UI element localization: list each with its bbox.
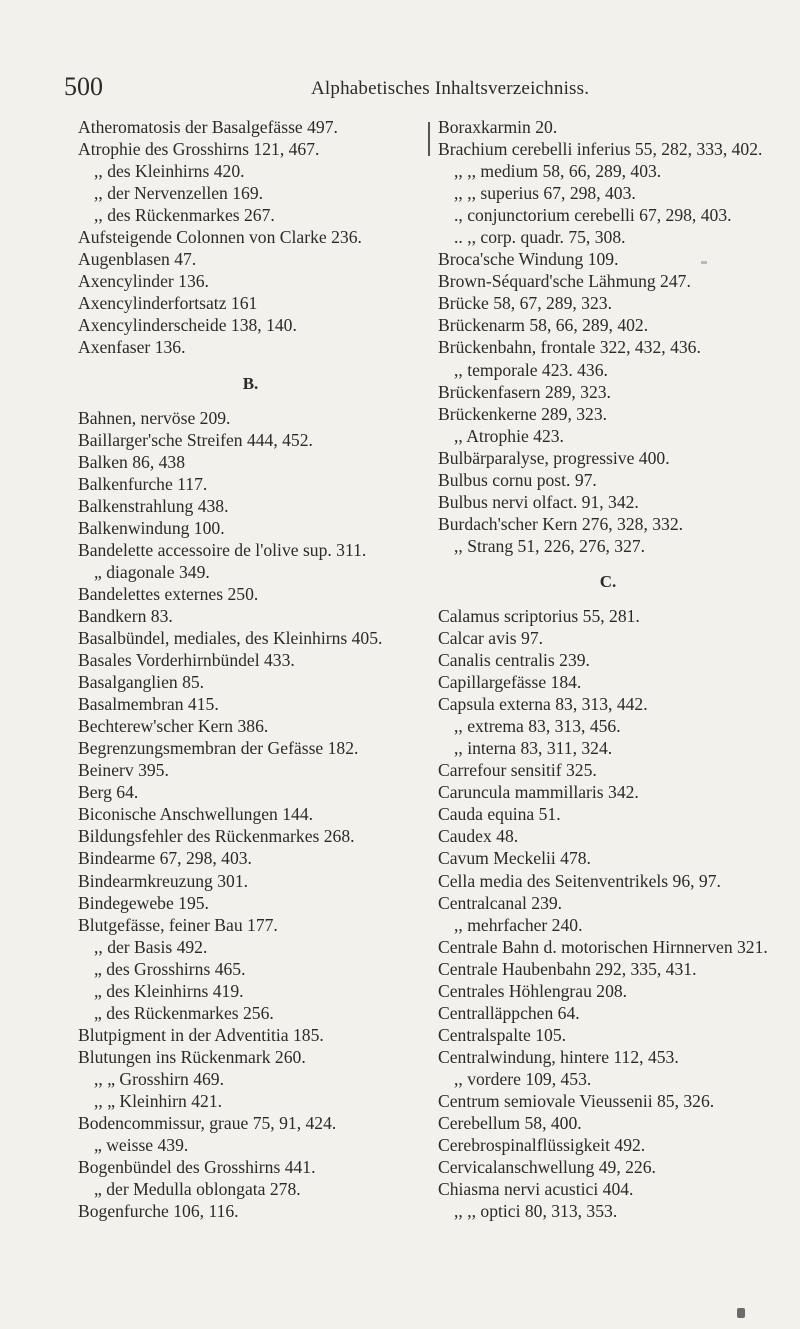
index-entry: ,, des Rückenmarkes 267. (94, 205, 275, 226)
index-entry: Basalganglien 85. (78, 672, 205, 693)
index-entry: Bandelette accessoire de l'olive sup. 311. (78, 539, 367, 560)
index-entry: Baillarger'sche Streifen 444, 452. (78, 429, 313, 450)
index-entry: „ diagonale 349. (94, 561, 210, 582)
running-title: Alphabetisches Inhaltsverzeichniss. (311, 78, 590, 99)
index-entry: „ weisse 439. (94, 1135, 189, 1156)
index-entry: ,, „ Grosshirn 469. (94, 1068, 224, 1089)
index-entry: „ der Medulla oblongata 278. (94, 1179, 301, 1200)
index-entry: ,, der Nervenzellen 169. (94, 183, 264, 204)
index-entry: ,, mehrfacher 240. (454, 914, 583, 935)
index-entry: Bulbus nervi olfact. 91, 342. (438, 491, 639, 512)
index-entry: Berg 64. (78, 782, 139, 803)
index-entry: ,, ,, medium 58, 66, 289, 403. (454, 161, 662, 182)
index-entry: ,, vordere 109, 453. (454, 1068, 592, 1089)
index-entry: Atheromatosis der Basalgefässe 497. (78, 117, 338, 137)
index-entry: Bogenfurche 106, 116. (78, 1201, 239, 1222)
index-entry: Balkenstrahlung 438. (78, 495, 229, 516)
index-entry: ,, „ Kleinhirn 421. (94, 1090, 223, 1111)
index-entry: Bogenbündel des Grosshirns 441. (78, 1157, 316, 1178)
index-entry: Brückenarm 58, 66, 289, 402. (438, 315, 649, 336)
index-entry: Caudex 48. (438, 826, 519, 847)
index-entry: Cerebrospinalflüssigkeit 492. (438, 1135, 646, 1156)
index-entry: Bandkern 83. (78, 605, 173, 626)
index-entry: Brücke 58, 67, 289, 323. (438, 293, 612, 314)
index-entry: Balkenfurche 117. (78, 473, 208, 494)
margin-bar (428, 122, 430, 156)
index-entry: Bulbärparalyse, progressive 400. (438, 447, 670, 468)
index-entry: Blutgefässe, feiner Bau 177. (78, 914, 278, 935)
index-entry: Brückenbahn, frontale 322, 432, 436. (438, 337, 701, 358)
index-entry: Centralläppchen 64. (438, 1002, 580, 1023)
page-number: 500 (64, 72, 103, 101)
index-entry: ,, der Basis 492. (94, 936, 208, 957)
index-entry: Centralwindung, hintere 112, 453. (438, 1046, 679, 1067)
index-entry: Burdach'scher Kern 276, 328, 332. (438, 513, 684, 534)
index-entry: Centrum semiovale Vieussenii 85, 326. (438, 1090, 715, 1111)
index-entry: Basalmembran 415. (78, 694, 219, 715)
index-entry: Centralspalte 105. (438, 1024, 567, 1045)
index-entry: Calcar avis 97. (438, 627, 544, 648)
index-entry: ,, des Kleinhirns 420. (94, 161, 245, 182)
index-entry: Basales Vorderhirnbündel 433. (78, 650, 295, 671)
index-entry: Axencylinderscheide 138, 140. (78, 315, 297, 336)
left-column (78, 116, 423, 1222)
index-entry: Bechterew'scher Kern 386. (78, 716, 269, 737)
index-entry: Beinerv 395. (78, 760, 169, 781)
index-entry: Brown-Séquard'sche Lähmung 247. (438, 271, 691, 292)
index-entry: ,, ,, superius 67, 298, 403. (454, 183, 636, 204)
index-entry: Calamus scriptorius 55, 281. (438, 605, 640, 626)
index-entry: Bindearme 67, 298, 403. (78, 848, 252, 869)
index-entry: ,, Strang 51, 226, 276, 327. (454, 535, 646, 556)
index-entry: Atrophie des Grosshirns 121, 467. (78, 139, 320, 160)
index-entry: Axencylinderfortsatz 161 (78, 293, 258, 314)
index-entry: Axenfaser 136. (78, 337, 186, 358)
index-entry: Bodencommissur, graue 75, 91, 424. (78, 1113, 337, 1134)
index-entry: Boraxkarmin 20. (438, 117, 558, 137)
index-entry: Centrales Höhlengrau 208. (438, 980, 628, 1001)
index-entry: Cavum Meckelii 478. (438, 848, 591, 869)
index-entry: Bindegewebe 195. (78, 892, 209, 913)
index-entry: Biconische Anschwellungen 144. (78, 804, 314, 825)
corner-mark (737, 1308, 745, 1318)
index-entry: Begrenzungsmembran der Gefässe 182. (78, 738, 359, 759)
index-entry: Basalbündel, mediales, des Kleinhirns 405. (78, 627, 383, 648)
index-entry: Aufsteigende Colonnen von Clarke 236. (78, 227, 362, 248)
index-entry: Capsula externa 83, 313, 442. (438, 694, 648, 715)
index-entry: ,, interna 83, 311, 324. (454, 738, 613, 759)
index-entry: Cerebellum 58, 400. (438, 1113, 582, 1134)
index-entry: Broca'sche Windung 109. (438, 249, 619, 270)
index-entry: Bildungsfehler des Rückenmarkes 268. (78, 826, 355, 847)
index-entry: Capillargefässe 184. (438, 672, 582, 693)
index-entry: .. ,, corp. quadr. 75, 308. (454, 227, 626, 248)
section-letter: C. (599, 571, 617, 591)
index-entry: Centrale Haubenbahn 292, 335, 431. (438, 958, 697, 979)
index-entry: Canalis centralis 239. (438, 650, 590, 671)
index-entry: Cauda equina 51. (438, 804, 561, 825)
index-entry: Balkenwindung 100. (78, 517, 225, 538)
index-entry: Bulbus cornu post. 97. (438, 469, 597, 490)
index-entry: Blutungen ins Rückenmark 260. (78, 1046, 306, 1067)
index-entry: Carrefour sensitif 325. (438, 760, 597, 781)
index-entry: „ des Rückenmarkes 256. (94, 1002, 274, 1023)
index-entry: Bandelettes externes 250. (78, 583, 259, 604)
index-entry: Centrale Bahn d. motorischen Hirnnerven 321. (438, 936, 768, 957)
index-entry: ., conjunctorium cerebelli 67, 298, 403. (454, 205, 732, 226)
index-entry: ,, extrema 83, 313, 456. (454, 716, 621, 737)
index-entry: ,, ,, optici 80, 313, 353. (454, 1201, 618, 1222)
index-entry: Caruncula mammillaris 342. (438, 782, 639, 803)
index-entry: Brückenfasern 289, 323. (438, 381, 611, 402)
index-entry: Cervicalanschwellung 49, 226. (438, 1157, 656, 1178)
index-entry: Cella media des Seitenventrikels 96, 97. (438, 870, 721, 891)
index-entry: Brachium cerebelli inferius 55, 282, 333, 402. (438, 139, 763, 160)
index-entry: ,, Atrophie 423. (454, 425, 564, 446)
index-entry: „ des Kleinhirns 419. (94, 980, 244, 1001)
section-letter: B. (242, 373, 259, 393)
index-entry: Bindearmkreuzung 301. (78, 870, 249, 891)
index-entry: Chiasma nervi acustici 404. (438, 1179, 634, 1200)
index-entry: Centralcanal 239. (438, 892, 563, 913)
index-entry: Bahnen, nervöse 209. (78, 407, 231, 428)
index-entry: „ des Grosshirns 465. (94, 958, 246, 979)
index-entry: Blutpigment in der Adventitia 185. (78, 1024, 324, 1045)
index-entry: Axencylinder 136. (78, 271, 209, 292)
index-entry: Augenblasen 47. (78, 249, 197, 270)
index-entry: ,, temporale 423. 436. (454, 359, 608, 380)
index-entry: Balken 86, 438 (78, 451, 186, 472)
right-column (438, 116, 798, 1222)
index-entry: Brückenkerne 289, 323. (438, 403, 608, 424)
